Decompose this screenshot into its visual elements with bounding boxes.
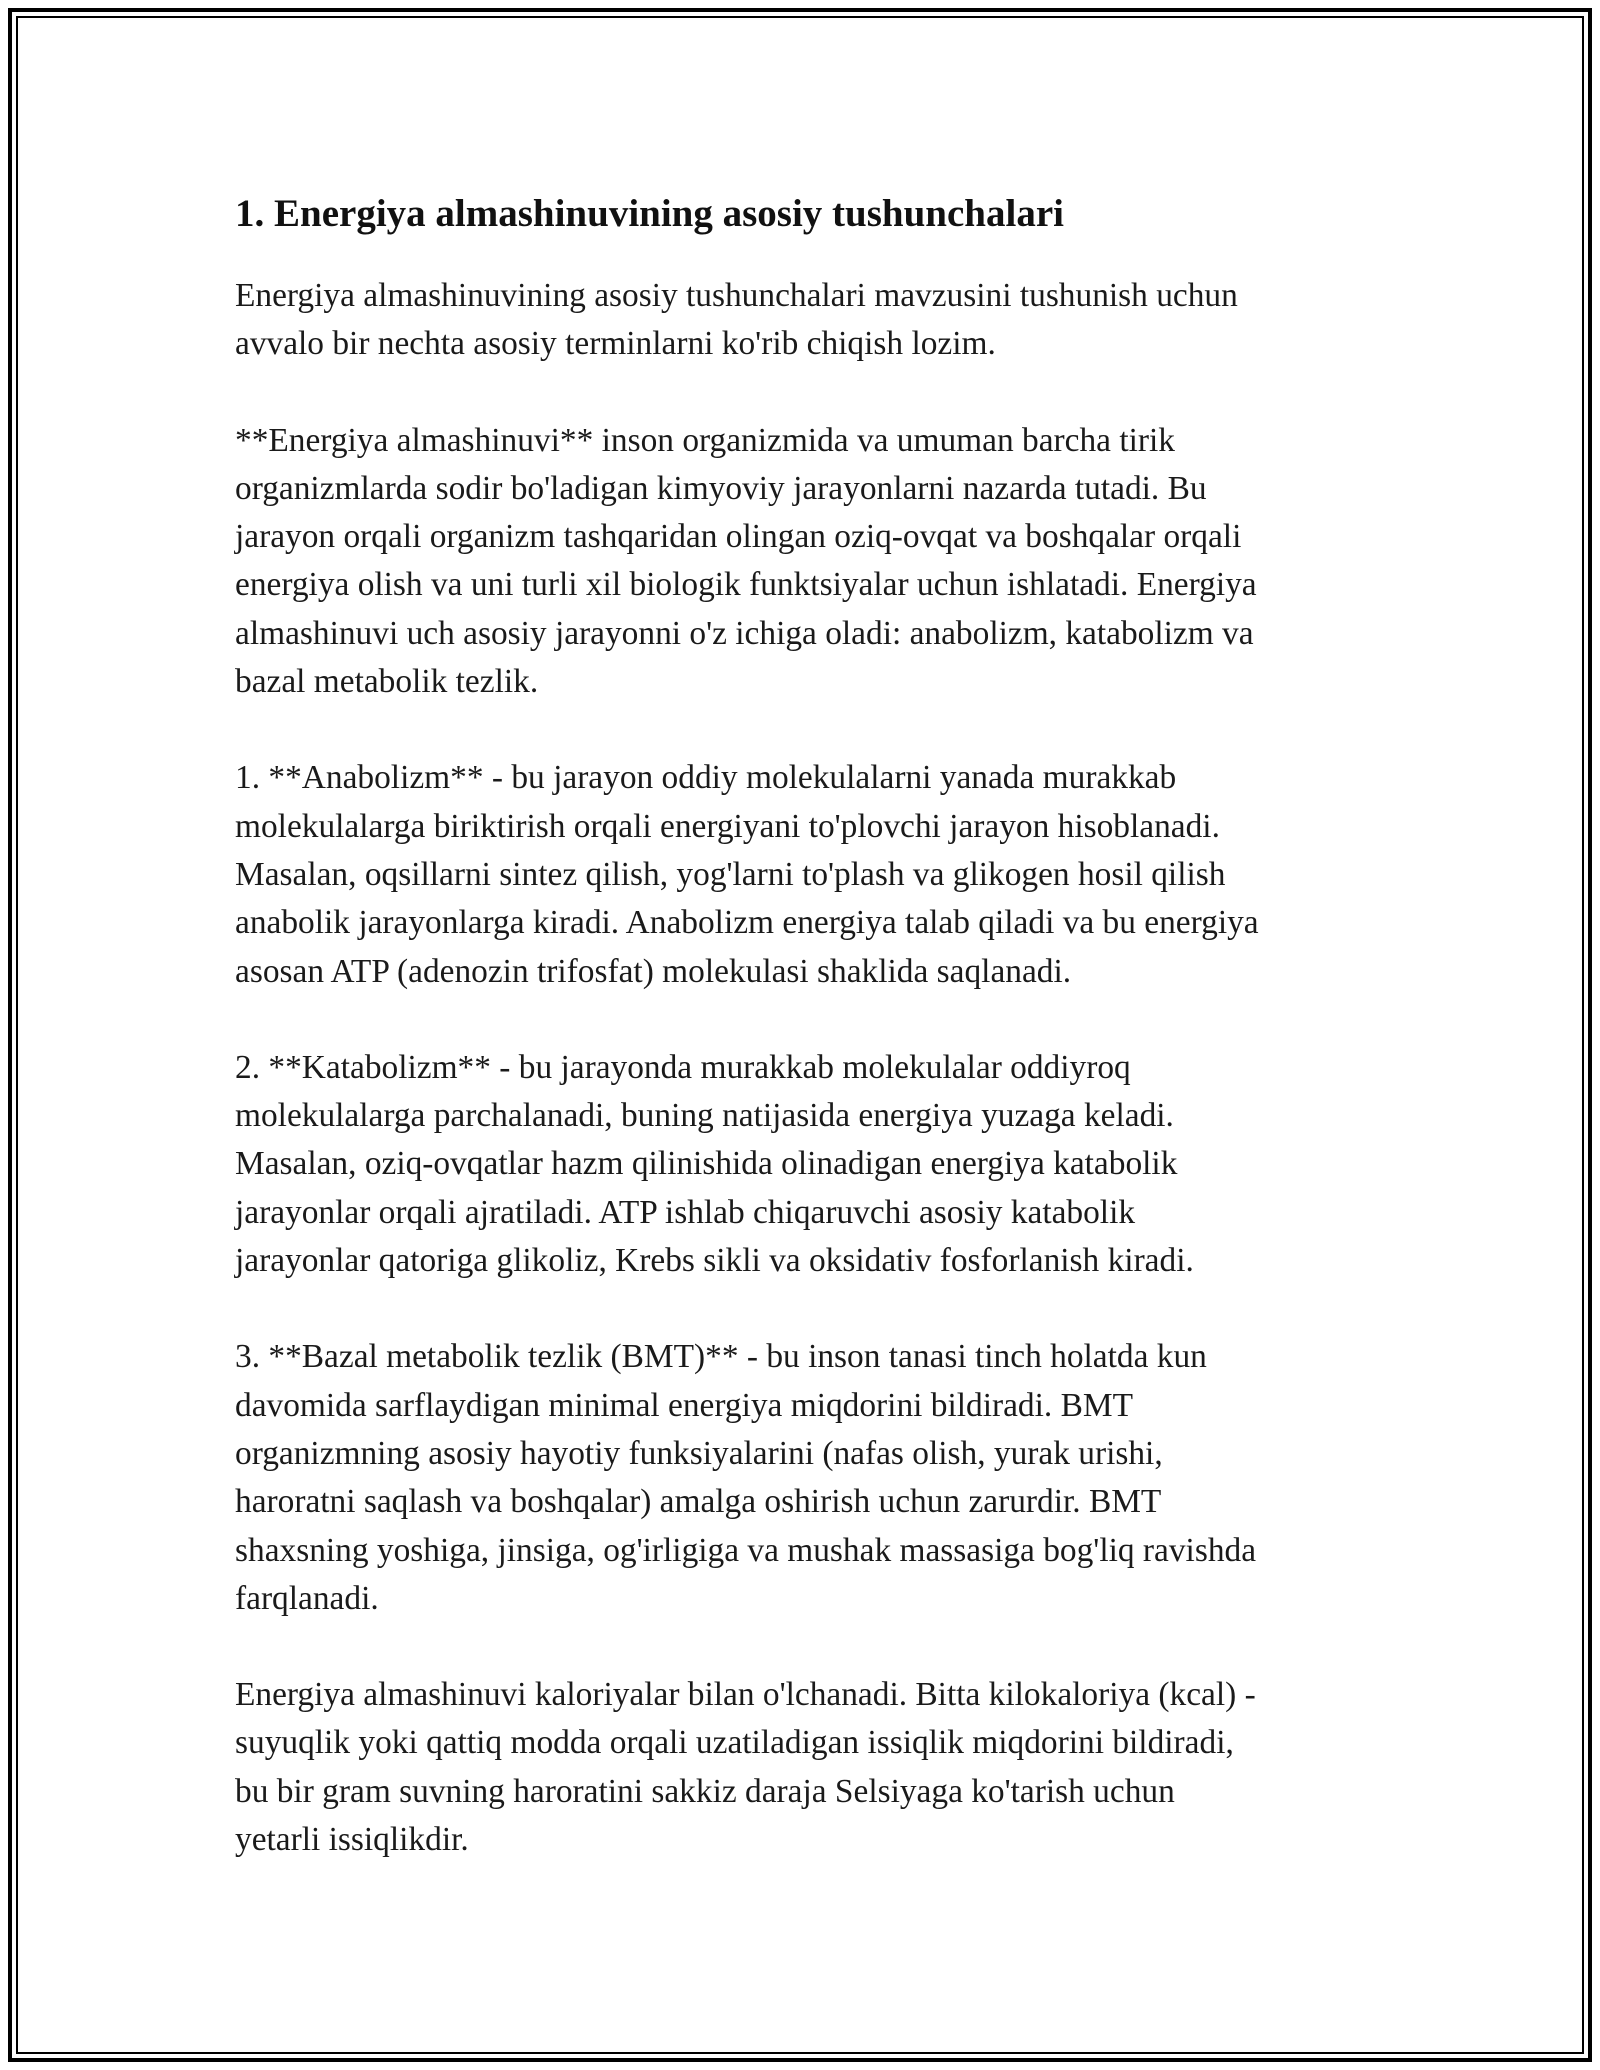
intro-paragraph: Energiya almashinuvining asosiy tushunchalari mavzusini tushunish uchun avvalo bir nechta asosiy terminlarni ko'rib chiqish lozim. [235,277,1238,363]
calorie-paragraph: Energiya almashinuvi kaloriyalar bilan o'lchanadi. Bitta kilokaloriya (kcal) - suyuqlik yoki qattiq modda orqali uzatiladigan issiqlik miqdorini bildiradi, bu bir gram suvning haroratini sakkiz daraja Selsiyaga ko'tarish uchun yetarli issiqlikdir. [235,1676,1256,1859]
catabolism-paragraph: 2. **Katabolizm** - bu jarayonda murakkab molekulalar oddiyroq molekulalarga parchalanadi, buning natijasida energiya yuzaga keladi. Masalan, oziq-ovqatlar hazm qilinishida olinadigan energiya katabolik jarayonlar orqali ajratiladi. ATP ishlab chiqaruvchi asosiy katabolik jarayonlar qatoriga glikoliz, Krebs sikli va oksidativ fosforlanish kiradi. [235,1048,1194,1280]
bmr-paragraph: 3. **Bazal metabolik tezlik (BMT)** - bu inson tanasi tinch holatda kun davomida sarflaydigan minimal energiya miqdorini bildiradi. BMT organizmning asosiy hayotiy funksiyalarini (nafas olish, yurak urishi, haroratni saqlash va boshqalar) amalga oshirish uchun zarurdir. BMT shaxsning yoshiga, jinsiga, og'irligiga va mushak massasiga bog'liq ravishda farqlanadi. [235,1338,1257,1617]
document-body [235,186,1375,1912]
section-title: 1. Energiya almashinuvining asosiy tushunchalari [235,192,1064,235]
anabolism-paragraph: 1. **Anabolizm** - bu jarayon oddiy molekulalarni yanada murakkab molekulalarga biriktirish orqali energiyani to'plovchi jarayon hisoblanadi. Masalan, oqsillarni sintez qilish, yog'larni to'plash va glikogen hosil qilish anabolik jarayonlarga kiradi. Anabolizm energiya talab qiladi va bu energiya asosan ATP (adenozin trifosfat) molekulasi shaklida saqlanadi. [235,759,1259,990]
energy-exchange-paragraph: **Energiya almashinuvi** inson organizmida va umuman barcha tirik organizmlarda sodir bo'ladigan kimyoviy jarayonlarni nazarda tutadi. Bu jarayon orqali organizm tashqaridan olingan oziq-ovqat va boshqalar orqali energiya olish va uni turli xil biologik funktsiyalar uchun ishlatadi. Energiya almashinuvi uch asosiy jarayonni o'z ichiga oladi: anabolizm, katabolizm va bazal metabolik tezlik. [235,421,1257,701]
